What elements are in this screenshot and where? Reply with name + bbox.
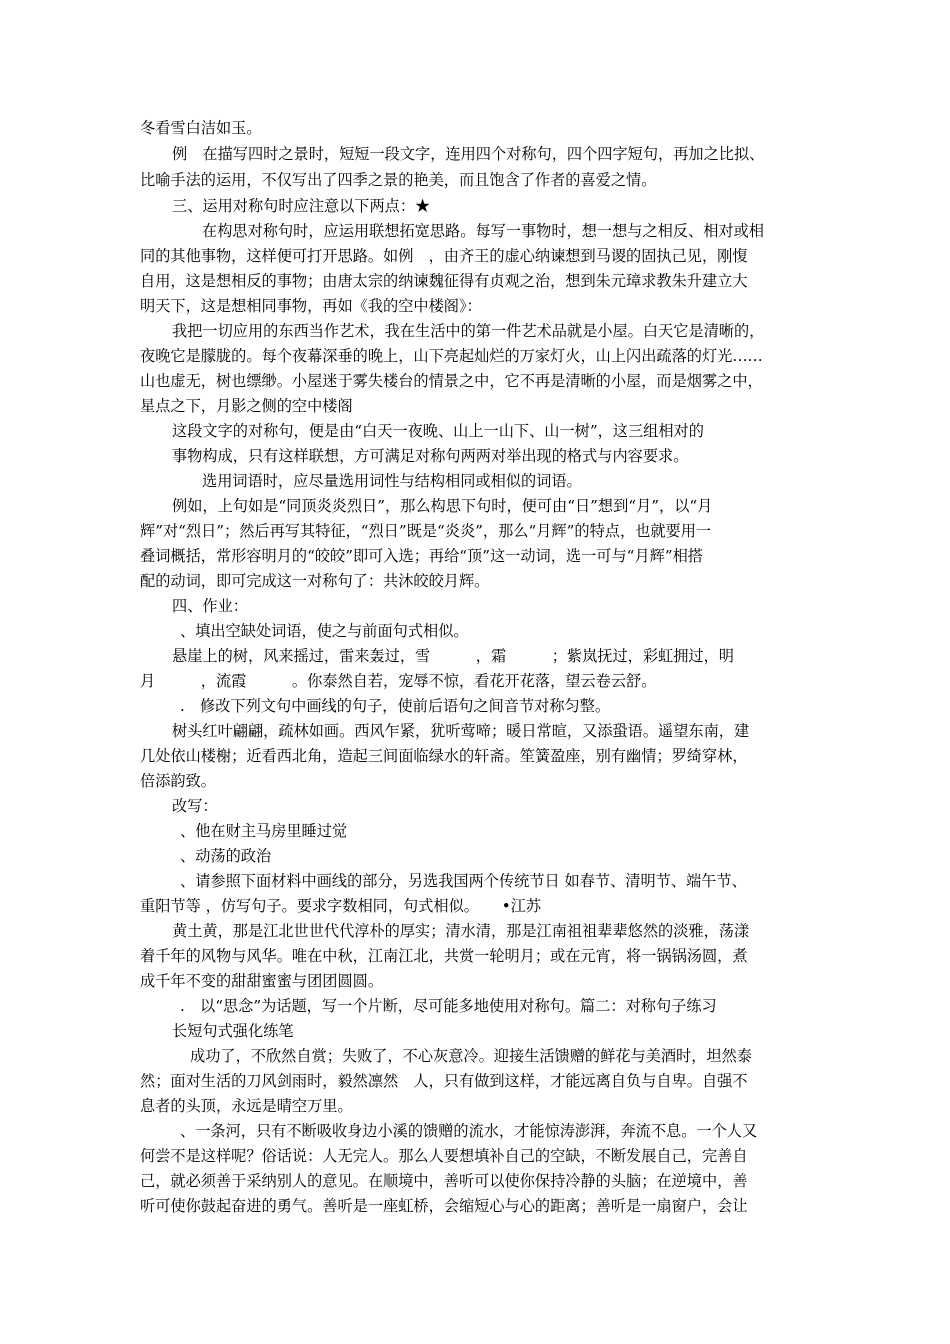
text-line: 黄土黄，那是江北世世代代淳朴的厚实；清水清，那是江南祖祖辈辈悠然的淡雅，荡漾 xyxy=(172,922,750,940)
text-line: . 修改下列文句中画线的句子，使前后语句之间音节对称匀整。 xyxy=(180,697,611,715)
text-line: 息者的头顶，永远是晴空万里。 xyxy=(140,1097,353,1115)
text-line: 选用词语时，应尽量选用词性与结构相同或相似的词语。 xyxy=(202,472,582,490)
text-line: 成千年不变的甜甜蜜蜜与团团圆圆。 xyxy=(140,972,383,990)
text-line: 悬崖上的树，风来摇过，雷来轰过，雪 ，霜 ；紫岚抚过，彩虹拥过，明 xyxy=(172,647,734,665)
text-line: 着千年的风物与风华。唯在中秋，江南江北，共赏一轮明月；或在元宵，将一锅锅汤圆，煮 xyxy=(140,947,748,965)
text-line: 、动荡的政治 xyxy=(180,847,272,865)
text-line: 同的其他事物，这样便可打开思路。如例 ，由齐王的虚心纳谏想到马谡的固执己见，刚愎 xyxy=(140,247,748,265)
section-heading: 四、作业： xyxy=(172,597,248,615)
text-line: 几处依山楼榭；近看西北角，造起三间面临绿水的轩斋。笙簧盈座，别有幽情；罗绮穿林， xyxy=(140,747,748,765)
text-line: 重阳节等 ，仿写句子。要求字数相同，句式相似。 •江苏 xyxy=(140,897,542,915)
text-line: 冬看雪白洁如玉。 xyxy=(140,119,262,137)
text-line: 比喻手法的运用，不仅写出了四季之景的艳美，而且饱含了作者的喜爱之情。 xyxy=(140,171,657,189)
text-line: 倍添韵致。 xyxy=(140,772,216,790)
text-line: 、他在财主马房里睡过觉 xyxy=(180,822,348,840)
text-line: 听可使你鼓起奋进的勇气。善听是一座虹桥，会缩短心与心的距离；善听是一扇窗户，会让 xyxy=(140,1197,748,1215)
text-line: 星点之下，月影之侧的空中楼阁 xyxy=(140,397,353,415)
text-line: 配的动词，即可完成这一对称句了：共沐皎皎月辉。 xyxy=(140,572,490,590)
text-line: 例 在描写四时之景时，短短一段文字，连用四个对称句，四个四字短句，再加之比拟、 xyxy=(172,145,765,163)
text-line: 夜晚它是朦胧的。每个夜幕深垂的晚上，山下亮起灿烂的万家灯火，山上闪出疏落的灯光…… xyxy=(140,347,763,365)
text-line: 、请参照下面材料中画线的部分，另选我国两个传统节日 如春节、清明节、端午节、 xyxy=(180,872,747,890)
text-line: 我把一切应用的东西当作艺术，我在生活中的第一件艺术品就是小屋。白天它是清晰的， xyxy=(172,322,765,340)
text-line: 树头红叶翩翩，疏林如画。西风乍紧，犹听莺啼；暖日常暄，又添蛩语。遥望东南，建 xyxy=(172,722,750,740)
text-line: 何尝不是这样呢？俗话说：人无完人。那么人要想填补自己的空缺，不断发展自己，完善自 xyxy=(140,1147,748,1165)
text-line: 成功了，不欣然自赏；失败了，不心灰意冷。迎接生活馈赠的鲜花与美酒时，坦然泰 xyxy=(190,1047,752,1065)
text-line: 这段文字的对称句，便是由“白天一夜晚、山上一山下、山一树”，这三组相对的 xyxy=(172,422,704,440)
text-line: 改写： xyxy=(172,797,218,815)
section-heading: 长短句式强化练笔 xyxy=(172,1022,294,1040)
section-heading: 三、运用对称句时应注意以下两点：★ xyxy=(172,197,431,215)
text-line: 明天下，这是想相同事物，再如《我的空中楼阁》： xyxy=(140,297,482,315)
text-line: 自用，这是想相反的事物；由唐太宗的纳谏魏征得有贞观之治，想到朱元璋求教朱升建立大 xyxy=(140,272,748,290)
text-line: 叠词概括，常形容明月的“皎皎”即可入选；再给“顶”这一动词，选一可与“月辉”相搭 xyxy=(140,547,703,565)
text-line: 辉”对“烈日”；然后再写其特征，“烈日”既是“炎炎”，那么“月辉”的特点，也就要用一 xyxy=(140,522,712,540)
text-line: 月 ，流霞 。你泰然自若，宠辱不惊，看花开花落，望云卷云舒。 xyxy=(140,672,657,690)
text-line: 、填出空缺处词语，使之与前面句式相似。 xyxy=(180,622,469,640)
text-line: 例如，上句如是“同顶炎炎烈日”，那么构思下句时，便可由“日”想到“月”，以“月 xyxy=(172,497,713,515)
text-line: 山也虚无，树也缥缈。小屋迷于雾失楼台的情景之中，它不再是清晰的小屋，而是烟雾之中， xyxy=(140,372,763,390)
text-line: 然；面对生活的刀风剑雨时，毅然凛然 人，只有做到这样，才能远离自负与自卑。自强不 xyxy=(140,1072,748,1090)
text-line: 在构思对称句时，应运用联想拓宽思路。每写一事物时，想一想与之相反、相对或相 xyxy=(202,222,764,240)
text-line: 事物构成，只有这样联想，方可满足对称句两两对举出现的格式与内容要求。 xyxy=(172,447,689,465)
text-line: 、一条河，只有不断吸收身边小溪的馈赠的流水，才能惊涛澎湃，奔流不息。一个人又 xyxy=(180,1122,758,1140)
text-line: 己，就必须善于采纳别人的意见。在顺境中，善听可以使你保持冷静的头脑；在逆境中，善 xyxy=(140,1172,748,1190)
text-line: . 以“思念”为话题，写一个片断，尽可能多地使用对称句。篇二：对称句子练习 xyxy=(180,997,717,1015)
